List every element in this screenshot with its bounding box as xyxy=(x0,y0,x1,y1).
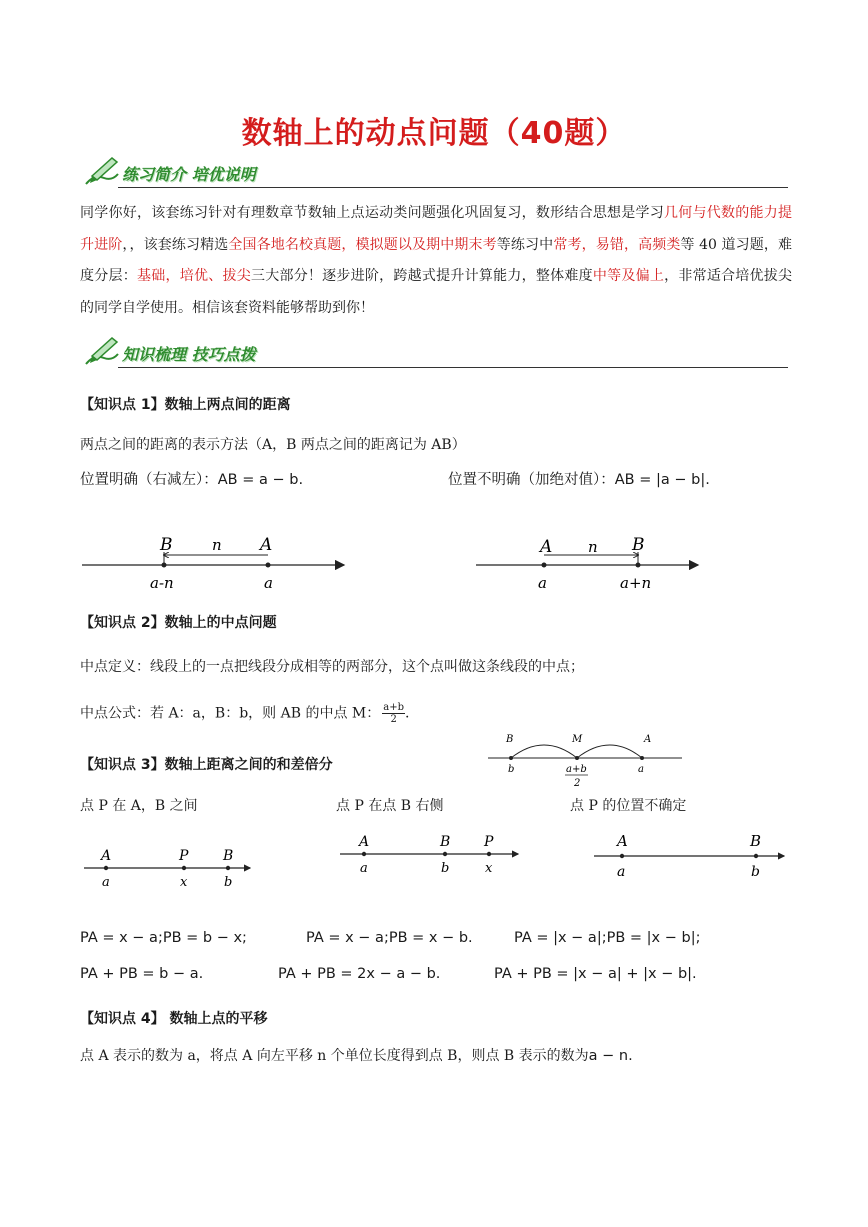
body-text: ，，该套练习精选 xyxy=(122,236,229,253)
label-a: A xyxy=(101,848,112,864)
kp1-description: 两点之间的距离的表示方法（A，B 两点之间的距离记为 AB） xyxy=(80,437,466,453)
section-header-intro xyxy=(82,160,788,190)
case-2-formula-2: PA + PB = 2x − a − b. xyxy=(278,966,441,982)
body-text: 等练习中 xyxy=(496,236,554,253)
point-a xyxy=(640,756,644,760)
label-p: P xyxy=(179,848,189,864)
label-b: B xyxy=(750,832,762,850)
label-n: n xyxy=(212,536,222,554)
point-a xyxy=(362,852,366,856)
case-1-formula-1: PA = x − a;PB = b − x; xyxy=(80,930,247,946)
midpoint-figure xyxy=(486,728,686,794)
body-text: 等 40 道习题，难度分层： xyxy=(80,236,793,284)
point-b xyxy=(754,854,758,858)
number-line-figure-right xyxy=(472,530,712,600)
point-b xyxy=(509,756,513,760)
kp2-formula xyxy=(80,702,409,725)
body-text: 同学你好，该套练习针对有理数章节数轴上点运动类问题强化巩固复习，数形结合思想是学习 xyxy=(80,205,665,221)
fraction-denominator: 2 xyxy=(390,714,397,725)
page-title: 数轴上的动点问题（40题） xyxy=(241,116,627,151)
kp1-left-formula: 位置明确（右减左）：AB = a − b. xyxy=(80,472,304,488)
label-b: B xyxy=(506,734,514,745)
point-b xyxy=(226,866,230,870)
point-b xyxy=(636,563,641,568)
section-header-knowledge xyxy=(82,340,788,370)
arc-left xyxy=(511,745,577,758)
label-p: P xyxy=(484,834,494,850)
kp4-heading: 【知识点 4】 数轴上点的平移 xyxy=(80,1011,268,1027)
value-x: x xyxy=(180,875,188,890)
number-line-figure-left xyxy=(78,530,358,600)
value-b: b xyxy=(441,861,450,876)
label-b: B xyxy=(160,535,173,555)
fraction-numerator: a+b xyxy=(383,702,404,713)
label-b: B xyxy=(632,535,645,555)
value-a: a xyxy=(360,861,368,876)
point-b xyxy=(162,563,167,568)
point-a xyxy=(104,866,108,870)
label-b: B xyxy=(440,834,451,850)
value-midpoint-num: a+b xyxy=(566,764,587,775)
value-a: a xyxy=(538,574,547,592)
divider xyxy=(118,367,788,368)
arc-right xyxy=(577,745,642,758)
point-a xyxy=(620,854,624,858)
value-b: b xyxy=(508,764,515,775)
label-a: A xyxy=(644,734,652,745)
value-midpoint-den: 2 xyxy=(574,778,581,789)
case-3-formula-2: PA + PB = |x − a| + |x − b|. xyxy=(494,966,697,982)
kp1-right-formula: 位置不明确（加绝对值）：AB = |a − b|. xyxy=(448,472,710,488)
label-n: n xyxy=(588,538,598,556)
point-b xyxy=(443,852,447,856)
point-p xyxy=(487,852,491,856)
value-a: a xyxy=(617,864,626,880)
pen-icon xyxy=(82,154,122,190)
fraction xyxy=(382,702,405,725)
label-b: B xyxy=(223,848,234,864)
highlight-text: 几何与代数的能力提升进阶 xyxy=(80,205,793,253)
section-label: 知识梳理 技巧点拨 xyxy=(122,345,256,364)
value-a: a xyxy=(264,574,273,592)
case-3-formula-1: PA = |x − a|;PB = |x − b|; xyxy=(514,930,701,946)
case-1-number-line xyxy=(80,840,260,890)
case-1-title: 点 P 在 A，B 之间 xyxy=(80,798,198,814)
body-text: ，非常适合培优拔尖的同学自学使用。相信该套资料能够帮助到你！ xyxy=(80,268,793,316)
value-a: a xyxy=(102,875,110,890)
kp4-result: a − n. xyxy=(588,1048,633,1064)
formula-text: 中点公式：若 A：a，B：b，则 AB 的中点 M： xyxy=(80,705,381,722)
highlight-text: 常考，易错，高频类 xyxy=(553,236,681,253)
point-m xyxy=(575,756,579,760)
case-1-formula-2: PA + PB = b − a. xyxy=(80,966,204,982)
body-text: 三大部分！逐步进阶，跨越式提升计算能力，整体难度 xyxy=(250,268,593,284)
case-3-number-line xyxy=(592,826,792,882)
case-2-formula-1: PA = x − a;PB = x − b. xyxy=(306,930,473,946)
pen-icon xyxy=(82,334,122,370)
value-a: a xyxy=(638,764,644,775)
value-b: b xyxy=(224,875,233,890)
kp4-text-body: 点 A 表示的数为 a，将点 A 向左平移 n 个单位长度得到点 B，则点 B 表示的数为 xyxy=(80,1048,589,1064)
label-a: A xyxy=(540,537,553,557)
label-a: A xyxy=(359,834,370,850)
intro-paragraph xyxy=(80,198,792,324)
kp1-heading: 【知识点 1】数轴上两点间的距离 xyxy=(80,397,291,413)
point-a xyxy=(266,563,271,568)
kp2-heading: 【知识点 2】数轴上的中点问题 xyxy=(80,615,277,631)
label-m: M xyxy=(572,734,583,745)
value-b: b xyxy=(751,864,760,880)
point-a xyxy=(542,563,547,568)
label-a: A xyxy=(260,535,273,555)
highlight-text: 中等及偏上 xyxy=(592,268,665,284)
highlight-text: 基础，培优、拔尖 xyxy=(136,268,251,284)
label-a: A xyxy=(617,832,628,850)
case-2-title: 点 P 在点 B 右侧 xyxy=(336,798,444,814)
value-x: x xyxy=(485,861,493,876)
value-a-minus-n: a-n xyxy=(150,574,174,592)
case-2-number-line xyxy=(338,826,528,878)
kp3-heading: 【知识点 3】数轴上距离之间的和差倍分 xyxy=(80,757,333,773)
divider xyxy=(118,187,788,188)
value-a-plus-n: a+n xyxy=(620,574,652,592)
point-p xyxy=(182,866,186,870)
highlight-text: 全国各地名校真题，模拟题以及期中期末考 xyxy=(228,236,497,253)
section-label: 练习简介 培优说明 xyxy=(122,165,256,184)
formula-end: . xyxy=(405,705,410,722)
kp4-text xyxy=(80,1045,633,1065)
case-3-title: 点 P 的位置不确定 xyxy=(570,798,687,814)
kp2-definition: 中点定义：线段上的一点把线段分成相等的两部分，这个点叫做这条线段的中点； xyxy=(80,659,584,675)
